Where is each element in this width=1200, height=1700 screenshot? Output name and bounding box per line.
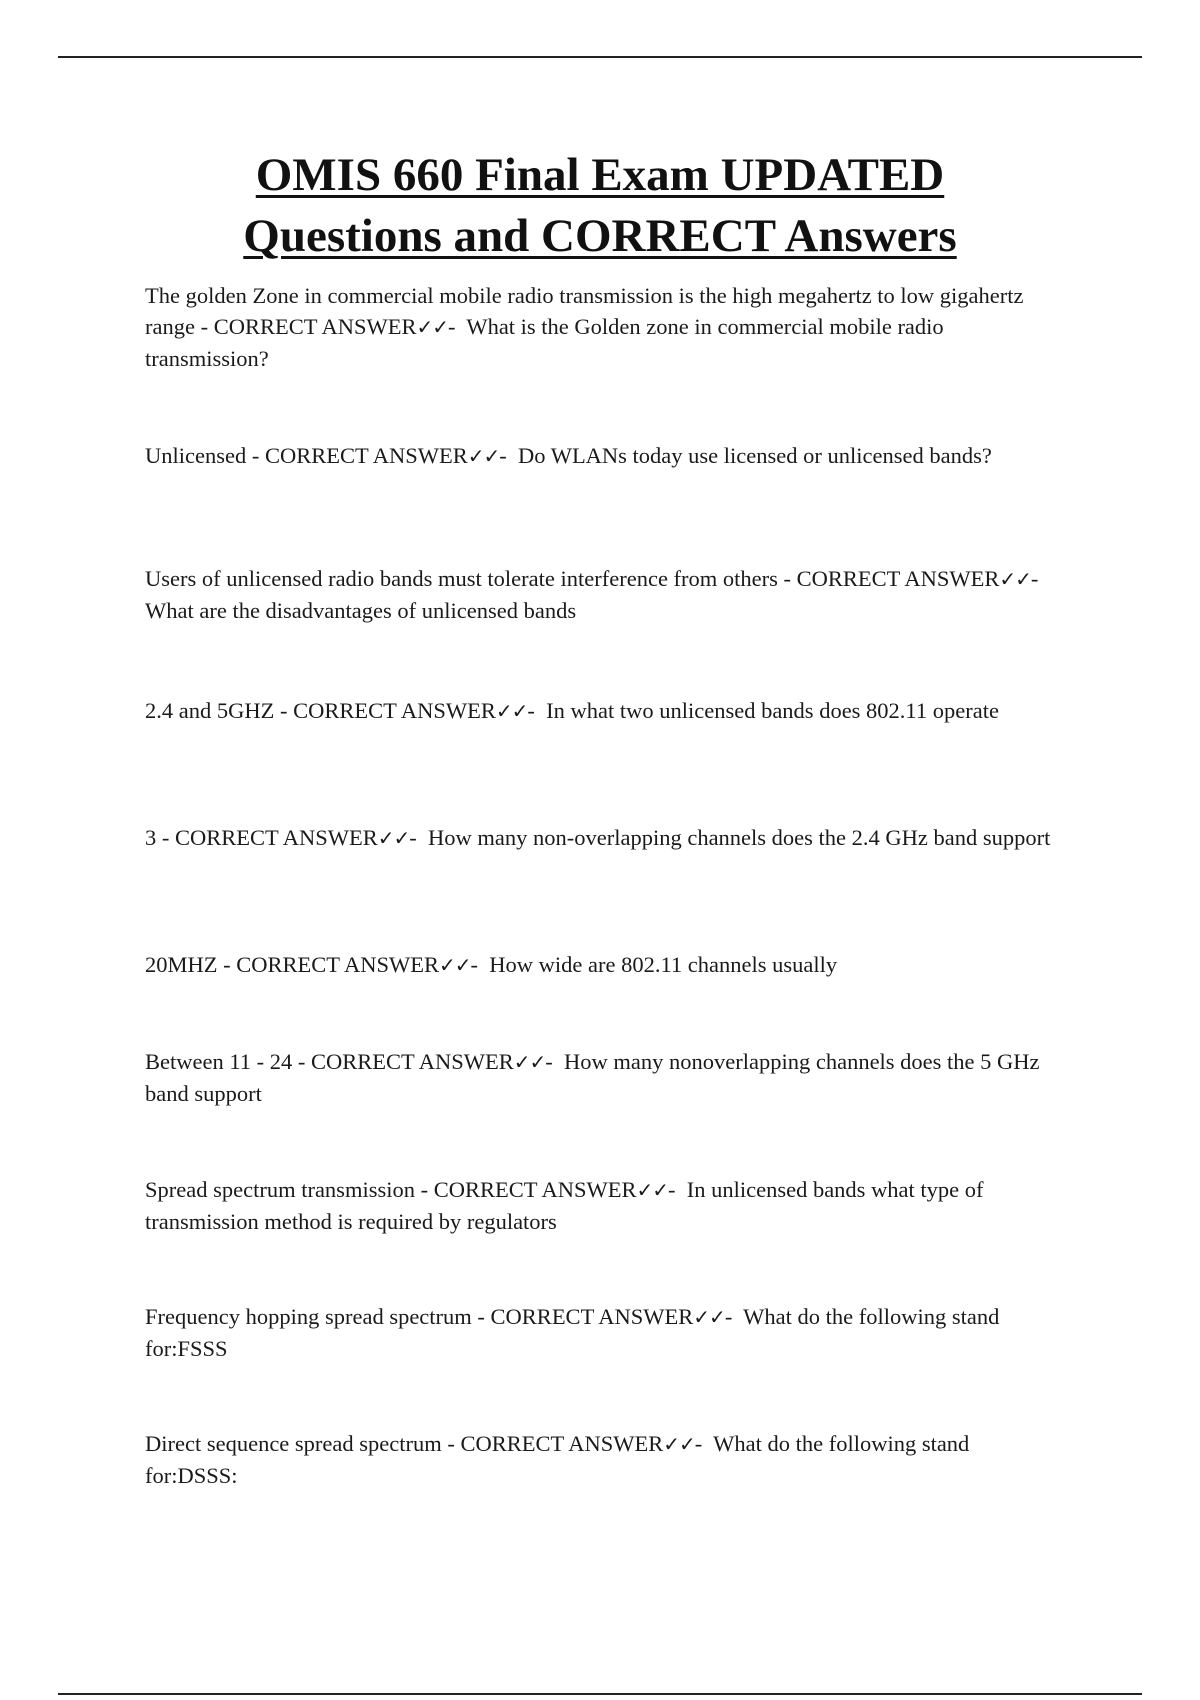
title-line-2: Questions and CORRECT Answers (243, 210, 957, 262)
answer-text: The golden Zone in commercial mobile radio transmission is the high megahertz to low gigahertz range (145, 283, 1024, 339)
question-text: What is the Golden zone in commercial mobile radio transmission? (145, 314, 944, 371)
question-text: What do the following stand for:FSSS (145, 1304, 1000, 1361)
correct-answer-marker: CORRECT ANSWER (236, 952, 439, 977)
title-line-1: OMIS 660 Final Exam UPDATED (255, 149, 945, 201)
answer-text: Between 11 - 24 (145, 1049, 293, 1074)
correct-answer-marker: CORRECT ANSWER (311, 1049, 514, 1074)
correct-answer-marker: CORRECT ANSWER (264, 443, 468, 468)
question-text: Do WLANs today use licensed or unlicensed bands? (517, 443, 992, 468)
question-text: How many non-overlapping channels does the 2.4 GHz band support (428, 825, 1051, 850)
correct-answer-marker: CORRECT ANSWER (175, 825, 378, 850)
qa-entry-1: The golden Zone in commercial mobile radio transmission is the high megahertz to low gigahertz range - CORRECT ANSWER✓✓- What is the Golden zone in commercial mobile radio transmission? (145, 283, 1024, 371)
answer-text: Spread spectrum transmission (145, 1177, 415, 1202)
double-check-icon: ✓✓ (377, 826, 410, 850)
double-check-icon: ✓✓ (999, 567, 1031, 591)
qa-entry-7: Between 11 - 24 - CORRECT ANSWER✓✓- How many nonoverlapping channels does the 5 GHz band support (145, 1049, 1040, 1106)
question-text: In what two unlicensed bands does 802.11 operate (546, 698, 999, 723)
correct-answer-marker: CORRECT ANSWER (490, 1304, 694, 1329)
footer-rule (58, 1693, 1142, 1695)
double-check-icon: ✓✓ (513, 1050, 546, 1074)
qa-entry-6: 20MHZ - CORRECT ANSWER✓✓- How wide are 802.11 channels usually (145, 952, 838, 977)
double-check-icon: ✓✓ (663, 1432, 695, 1456)
double-check-icon: ✓✓ (467, 444, 500, 468)
double-check-icon: ✓✓ (416, 315, 448, 339)
double-check-icon: ✓✓ (439, 953, 471, 977)
correct-answer-marker: CORRECT ANSWER (433, 1177, 637, 1202)
qa-entry-3: Users of unlicensed radio bands must tolerate interference from others - CORRECT ANSWER✓✓- What are the disadvantages of unlicensed bands (145, 566, 1045, 623)
qa-entry-4: 2.4 and 5GHZ - CORRECT ANSWER✓✓- In what two unlicensed bands does 802.11 operate (145, 698, 999, 723)
qa-entry-2: Unlicensed - CORRECT ANSWER✓✓- Do WLANs today use licensed or unlicensed bands? (145, 443, 992, 468)
answer-text: 20MHZ (145, 952, 218, 977)
answer-text: Users of unlicensed radio bands must tolerate interference from others (145, 566, 778, 591)
answer-text: Unlicensed (145, 443, 247, 468)
page-title (100, 145, 1100, 267)
question-text: How many nonoverlapping channels does the 5 GHz band support (145, 1049, 1040, 1106)
qa-entry-10: Direct sequence spread spectrum - CORRECT ANSWER✓✓- What do the following stand for:DSSS: (145, 1431, 970, 1488)
answer-text: 2.4 and 5GHZ (145, 698, 275, 723)
header-rule (58, 56, 1142, 58)
qa-entry-9: Frequency hopping spread spectrum - CORRECT ANSWER✓✓- What do the following stand for:FSSS (145, 1304, 1000, 1361)
double-check-icon: ✓✓ (495, 699, 528, 723)
correct-answer-marker: CORRECT ANSWER (796, 566, 1000, 591)
correct-answer-marker: CORRECT ANSWER (293, 698, 496, 723)
double-check-icon: ✓✓ (693, 1305, 725, 1329)
answer-text: Direct sequence spread spectrum (145, 1431, 442, 1456)
double-check-icon: ✓✓ (636, 1178, 668, 1202)
question-text: What are the disadvantages of unlicensed bands (145, 598, 577, 623)
correct-answer-marker: CORRECT ANSWER (213, 314, 417, 339)
question-text: In unlicensed bands what type of transmission method is required by regulators (145, 1177, 984, 1234)
question-text: How wide are 802.11 channels usually (489, 952, 838, 977)
correct-answer-marker: CORRECT ANSWER (460, 1431, 664, 1456)
answer-text: Frequency hopping spread spectrum (145, 1304, 472, 1329)
qa-entry-8: Spread spectrum transmission - CORRECT ANSWER✓✓- In unlicensed bands what type of transmission method is required by regulators (145, 1177, 984, 1234)
qa-entry-5: 3 - CORRECT ANSWER✓✓- How many non-overlapping channels does the 2.4 GHz band support (145, 825, 1051, 850)
answer-text: 3 (145, 825, 157, 850)
question-text: What do the following stand for:DSSS: (145, 1431, 970, 1488)
